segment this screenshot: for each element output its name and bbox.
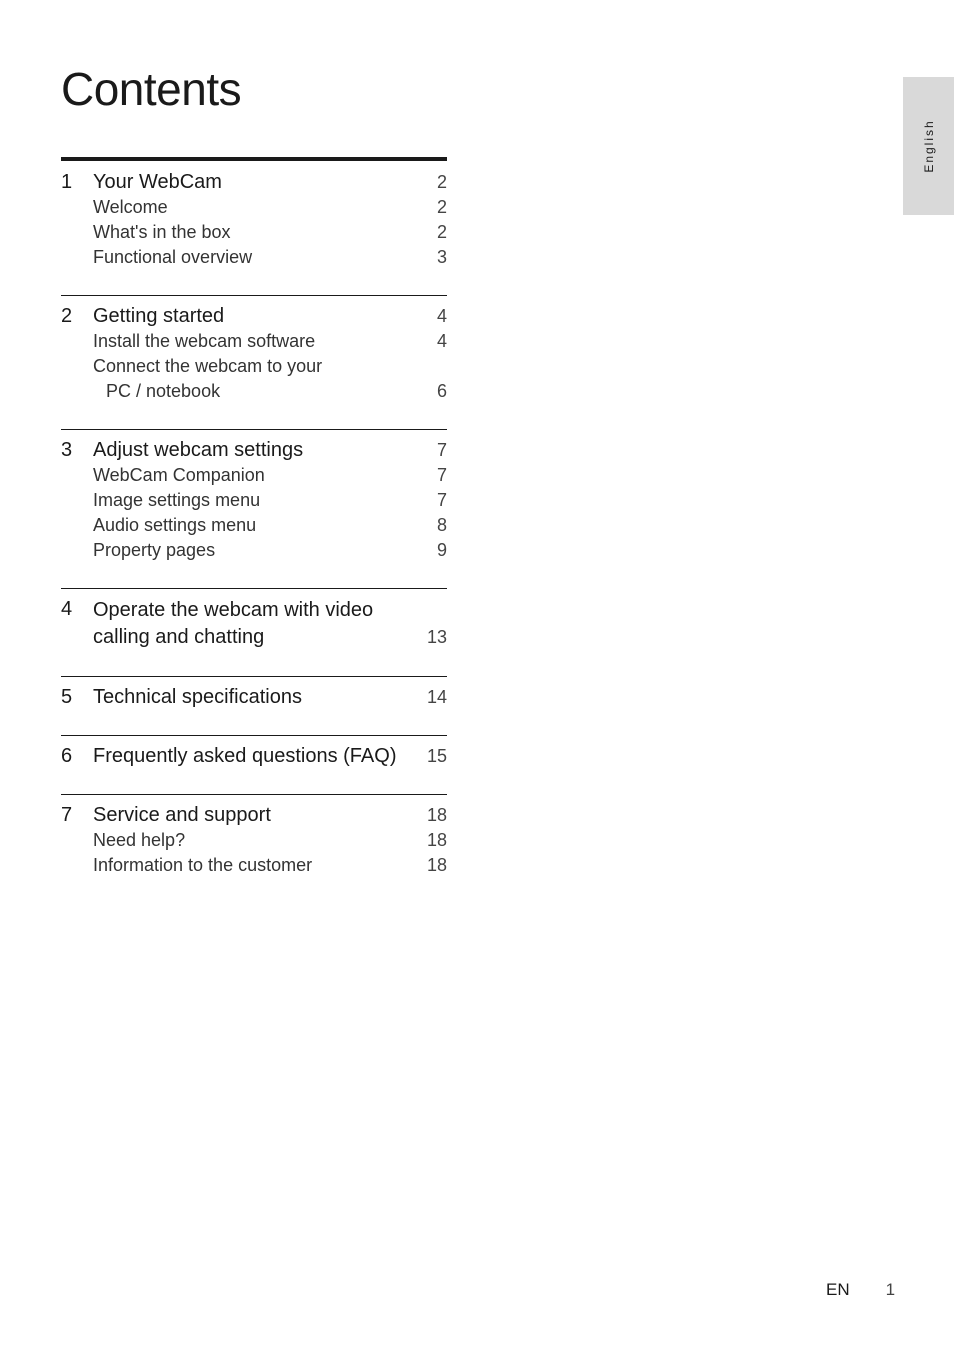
table-of-contents: [61, 157, 447, 903]
chapter-number: 7: [61, 804, 73, 826]
chapter-title: Service and support: [93, 804, 271, 826]
page-number: 8: [436, 515, 447, 535]
page-number: 18: [426, 830, 447, 850]
item-label: Image settings menu: [93, 490, 261, 510]
item-label: Functional overview: [93, 247, 253, 267]
page-number: 2: [436, 222, 447, 242]
toc-item-row[interactable]: [61, 220, 447, 245]
page-number: 18: [426, 855, 447, 875]
item-label: PC / notebook: [106, 381, 221, 401]
chapter-title: Adjust webcam settings: [93, 439, 304, 461]
item-label: Install the webcam software: [93, 331, 316, 351]
page-number: 2: [436, 172, 447, 192]
page-footer: [826, 1280, 895, 1300]
page-number: 15: [426, 746, 447, 766]
toc-chapter-row[interactable]: [61, 304, 447, 329]
toc-item-row[interactable]: [61, 195, 447, 220]
page-number: 2: [436, 197, 447, 217]
toc-item-row[interactable]: [61, 828, 447, 853]
toc-item-row[interactable]: [61, 513, 447, 538]
page-number: 7: [436, 465, 447, 485]
page-number: 6: [436, 381, 447, 401]
item-label: Audio settings menu: [93, 515, 257, 535]
toc-item-row[interactable]: [61, 245, 447, 270]
page-number: 4: [436, 306, 447, 326]
page-number: 9: [436, 540, 447, 560]
chapter-number: 3: [61, 439, 73, 461]
toc-section-4: [61, 588, 447, 676]
chapter-title: [93, 597, 423, 651]
chapter-title: Your WebCam: [93, 171, 222, 193]
toc-section-7: [61, 794, 447, 903]
page-number: 7: [436, 440, 447, 460]
item-label: Connect the webcam to your: [93, 356, 323, 376]
toc-section-6: [61, 735, 447, 794]
toc-item-row[interactable]: [61, 538, 447, 563]
chapter-title: Frequently asked questions (FAQ): [93, 745, 397, 767]
footer-page-number: 1: [885, 1280, 896, 1299]
toc-item-row[interactable]: [61, 853, 447, 878]
page-number: 13: [426, 627, 447, 647]
page-number: 14: [426, 687, 447, 707]
chapter-number: 1: [61, 171, 73, 193]
toc-section-5: [61, 676, 447, 735]
toc-chapter-row[interactable]: [61, 438, 447, 463]
chapter-number: 2: [61, 305, 73, 327]
chapter-number: 5: [61, 686, 73, 708]
toc-item-row[interactable]: [61, 463, 447, 488]
language-tab-label: English: [921, 119, 936, 173]
item-label: WebCam Companion: [93, 465, 265, 485]
chapter-title: Technical specifications: [93, 686, 302, 708]
toc-item-row[interactable]: [61, 488, 447, 513]
item-label: Information to the customer: [93, 855, 313, 875]
item-label: Property pages: [93, 540, 216, 560]
item-label: Need help?: [93, 830, 186, 850]
item-label: What's in the box: [93, 222, 231, 242]
page-number: 18: [426, 805, 447, 825]
chapter-title-line-1: Operate the webcam with video: [93, 599, 374, 621]
toc-section-3: [61, 429, 447, 588]
toc-chapter-row[interactable]: [61, 803, 447, 828]
toc-chapter-row[interactable]: [61, 685, 447, 710]
toc-section-1: [61, 157, 447, 295]
page-number: 3: [436, 247, 447, 267]
toc-section-2: [61, 295, 447, 429]
toc-chapter-row[interactable]: [61, 170, 447, 195]
chapter-title-line-2: calling and chatting: [93, 626, 265, 648]
toc-chapter-row[interactable]: [61, 744, 447, 769]
page-number: 7: [436, 490, 447, 510]
language-tab: [903, 77, 954, 215]
chapter-title: Getting started: [93, 305, 225, 327]
page-title: Contents: [61, 63, 242, 115]
chapter-number: 6: [61, 745, 73, 767]
toc-item-row[interactable]: [61, 329, 447, 354]
chapter-number: 4: [61, 598, 73, 620]
item-label: Welcome: [93, 197, 168, 217]
footer-language: EN: [826, 1280, 850, 1299]
toc-chapter-row[interactable]: [61, 597, 447, 651]
toc-item-row[interactable]: [61, 379, 447, 404]
page-number: 4: [436, 331, 447, 351]
toc-item-row[interactable]: [61, 354, 447, 379]
